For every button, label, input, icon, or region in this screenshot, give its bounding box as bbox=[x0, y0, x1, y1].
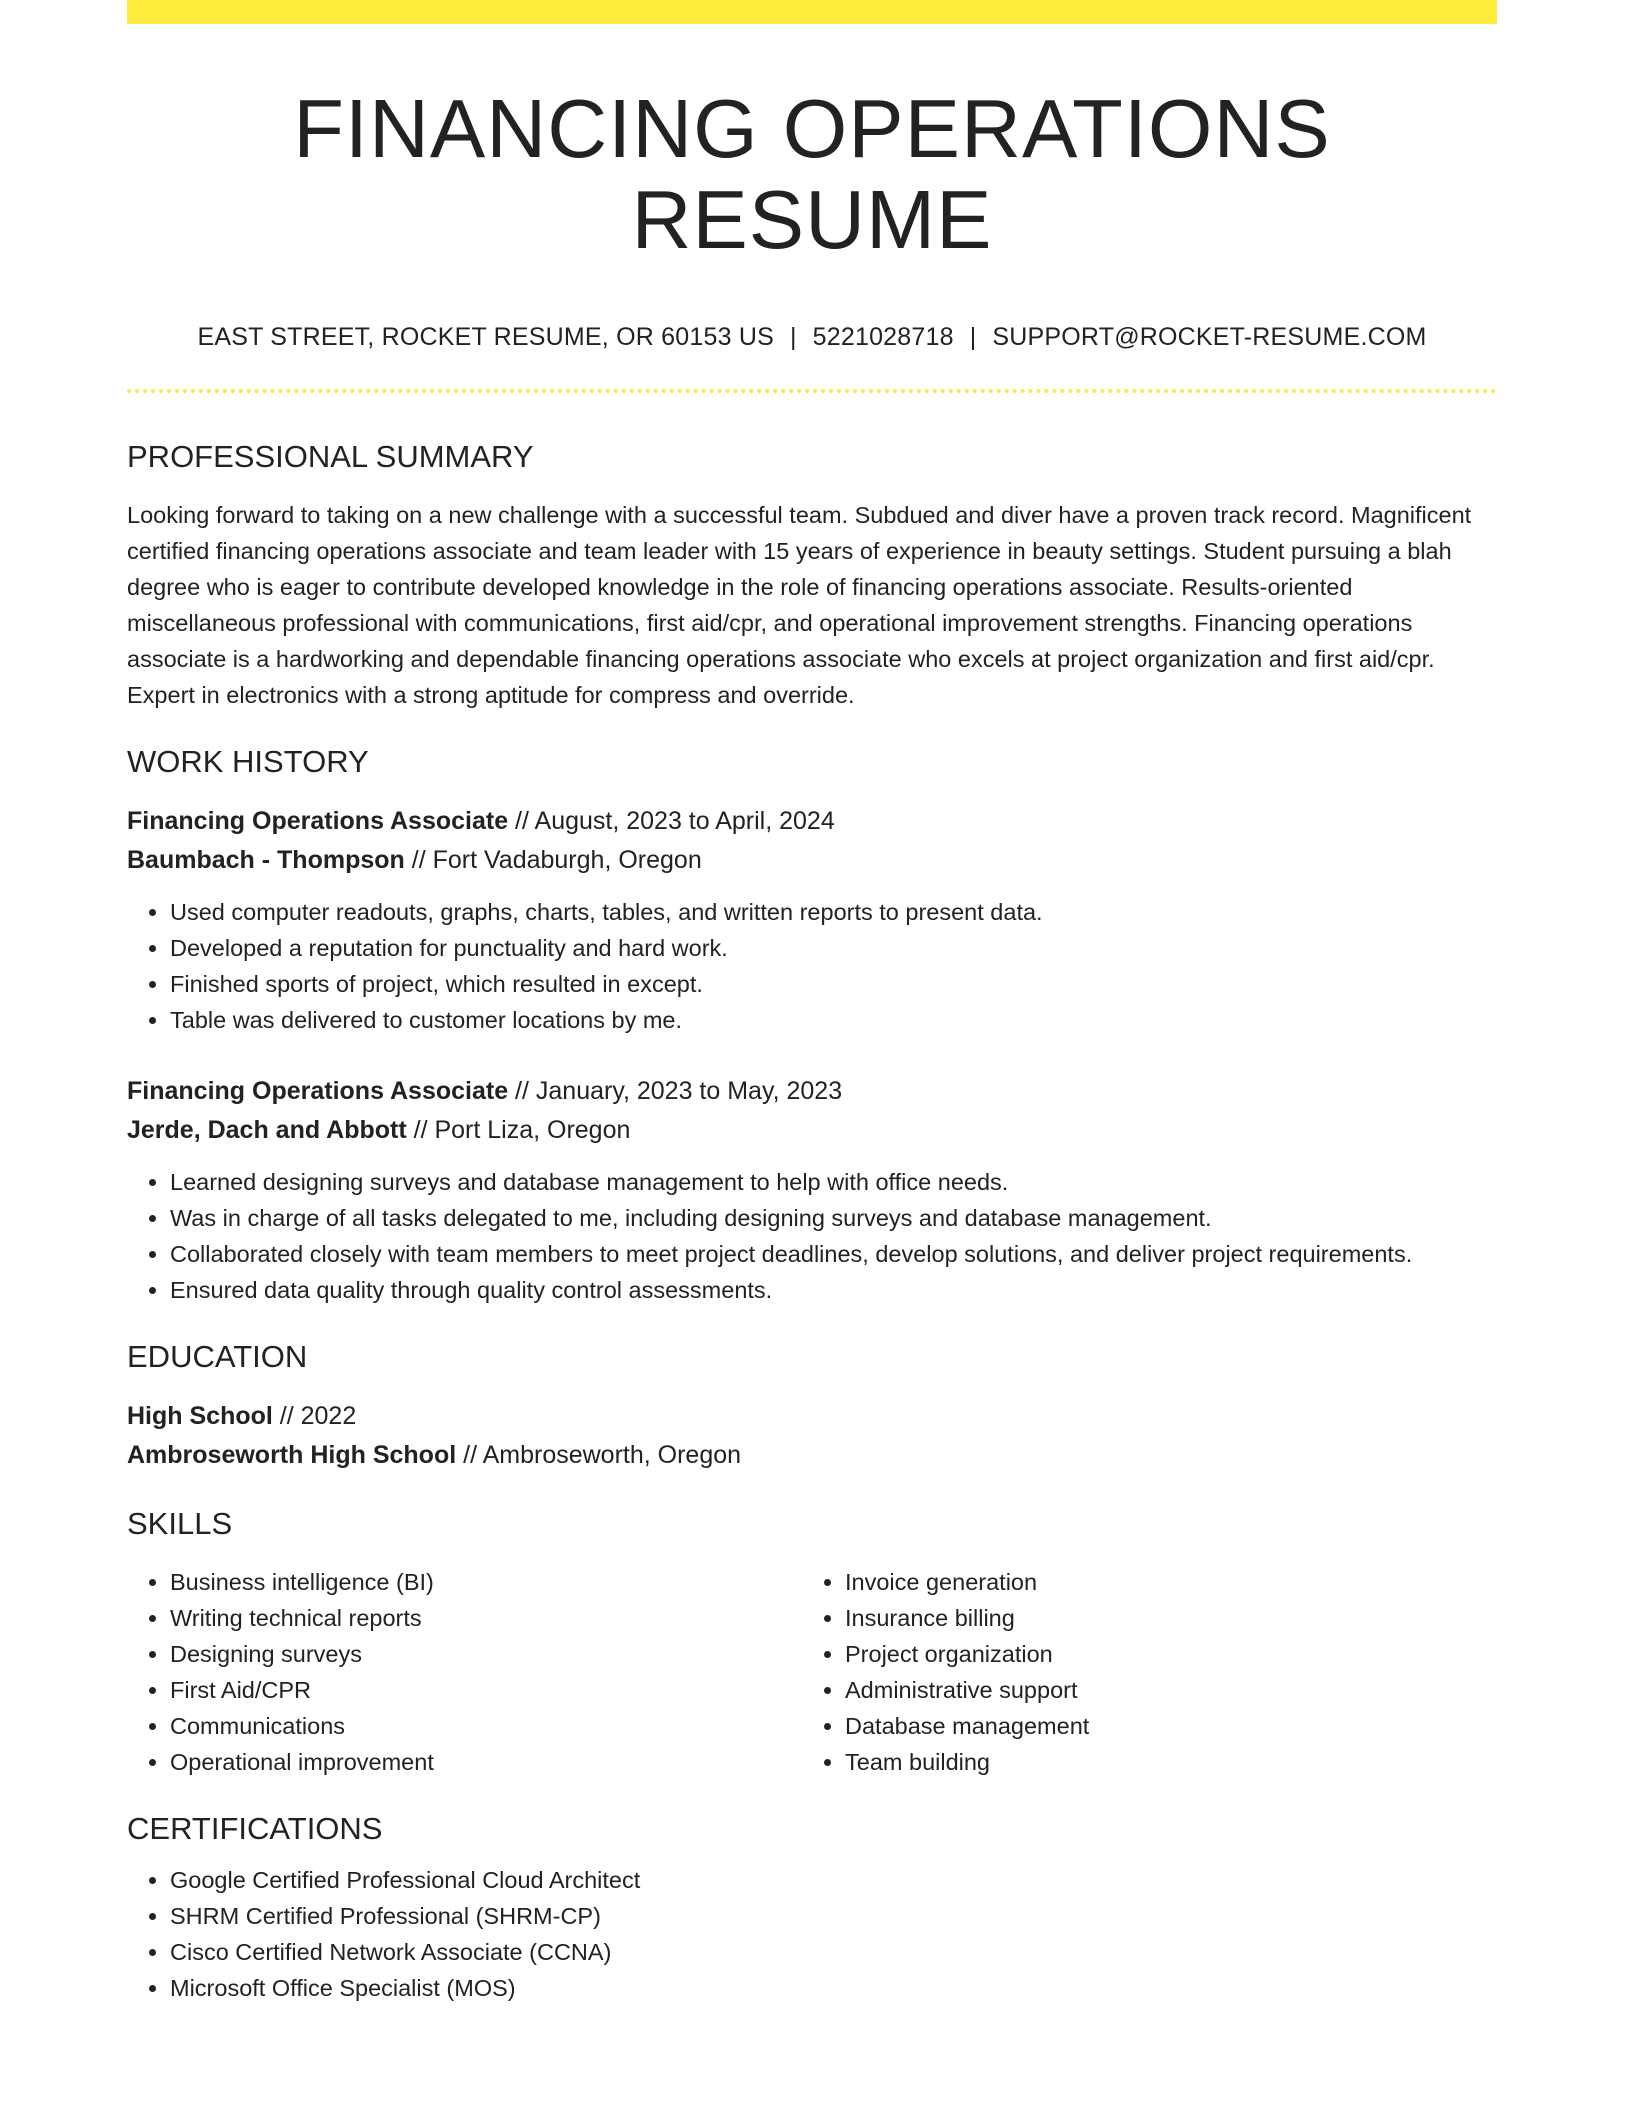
list-item: • Communications bbox=[170, 1708, 802, 1744]
contact-separator: | bbox=[969, 322, 977, 351]
education-location: // Ambroseworth, Oregon bbox=[456, 1441, 742, 1470]
certifications-list bbox=[127, 1862, 1497, 2006]
list-item: • Google Certified Professional Cloud Architect bbox=[170, 1862, 1497, 1898]
job-bullets bbox=[127, 894, 1497, 1038]
job-company: Jerde, Dach and Abbott bbox=[127, 1115, 407, 1144]
skills-grid bbox=[127, 1564, 1497, 1780]
list-item: • Ensured data quality through quality control assessments. bbox=[170, 1272, 1497, 1308]
list-item: • Was in charge of all tasks delegated to me, including designing surveys and database management. bbox=[170, 1200, 1497, 1236]
list-item: • Business intelligence (BI) bbox=[170, 1564, 802, 1600]
contact-line bbox=[127, 322, 1497, 352]
list-item: • Finished sports of project, which resulted in except. bbox=[170, 966, 1497, 1002]
list-item: • Team building bbox=[845, 1744, 1445, 1780]
certifications-heading: CERTIFICATIONS bbox=[127, 1811, 383, 1847]
job-title-line bbox=[127, 802, 1497, 841]
resume-page bbox=[127, 0, 1497, 2006]
job-entry bbox=[127, 1072, 1497, 1308]
resume-title: FINANCING OPERATIONS RESUME bbox=[293, 82, 1331, 267]
job-company: Baumbach - Thompson bbox=[127, 845, 405, 874]
skills-list-right bbox=[802, 1564, 1445, 1780]
contact-email: SUPPORT@ROCKET-RESUME.COM bbox=[992, 322, 1427, 351]
dotted-divider bbox=[127, 389, 1497, 393]
list-item: • Collaborated closely with team members to meet project deadlines, develop solutions, and deliver project requirements. bbox=[170, 1236, 1497, 1272]
list-item: • Database management bbox=[845, 1708, 1445, 1744]
list-item: • Used computer readouts, graphs, charts, tables, and written reports to present data. bbox=[170, 894, 1497, 930]
list-item: • Insurance billing bbox=[845, 1600, 1445, 1636]
list-item: • Designing surveys bbox=[170, 1636, 802, 1672]
list-item: • Writing technical reports bbox=[170, 1600, 802, 1636]
list-item: • First Aid/CPR bbox=[170, 1672, 802, 1708]
job-location: // Fort Vadaburgh, Oregon bbox=[404, 845, 702, 874]
job-role: Financing Operations Associate bbox=[127, 806, 509, 835]
skills-list-left bbox=[127, 1564, 802, 1780]
contact-phone: 5221028718 bbox=[812, 322, 954, 351]
list-item: • Invoice generation bbox=[845, 1564, 1445, 1600]
list-item: • Cisco Certified Network Associate (CCNA) bbox=[170, 1934, 1497, 1970]
contact-address: EAST STREET, ROCKET RESUME, OR 60153 US bbox=[197, 322, 774, 351]
skills-heading: SKILLS bbox=[127, 1506, 233, 1542]
list-item: • Operational improvement bbox=[170, 1744, 802, 1780]
job-bullets bbox=[127, 1164, 1497, 1308]
job-dates: // August, 2023 to April, 2024 bbox=[508, 806, 835, 835]
job-role: Financing Operations Associate bbox=[127, 1076, 509, 1105]
summary-text: Looking forward to taking on a new challenge with a successful team. Subdued and diver have a proven track record. Magnificent certified financing operations associate and team leader with 15 years of experience in beauty settings. Student pursuing a blah degree who is eager to contribute developed knowledge in the role of financing operations associate. Results-oriented miscellaneous professional with communications, first aid/cpr, and operational improvement strengths. Financing operations associate is a hardworking and dependable financing operations associate who excels at project organization and first aid/cpr. Expert in electronics with a strong aptitude for compress and override. bbox=[127, 501, 1472, 708]
list-item: • Table was delivered to customer locations by me. bbox=[170, 1002, 1497, 1038]
job-company-line bbox=[127, 1111, 1497, 1150]
education-year: // 2022 bbox=[272, 1402, 357, 1431]
education-degree-line bbox=[127, 1397, 1497, 1436]
list-item: • SHRM Certified Professional (SHRM-CP) bbox=[170, 1898, 1497, 1934]
job-entry bbox=[127, 802, 1497, 1038]
job-dates: // January, 2023 to May, 2023 bbox=[508, 1076, 843, 1105]
education-school-line bbox=[127, 1436, 1497, 1475]
summary-heading: PROFESSIONAL SUMMARY bbox=[127, 438, 534, 474]
job-title-line bbox=[127, 1072, 1497, 1111]
list-item: • Microsoft Office Specialist (MOS) bbox=[170, 1970, 1497, 2006]
education-heading: EDUCATION bbox=[127, 1338, 308, 1374]
education-degree: High School bbox=[127, 1402, 273, 1431]
list-item: • Developed a reputation for punctuality and hard work. bbox=[170, 930, 1497, 966]
top-accent-bar bbox=[127, 0, 1497, 24]
education-school: Ambroseworth High School bbox=[127, 1441, 457, 1470]
list-item: • Administrative support bbox=[845, 1672, 1445, 1708]
work-history-heading: WORK HISTORY bbox=[127, 743, 369, 779]
contact-separator: | bbox=[789, 322, 797, 351]
job-company-line bbox=[127, 841, 1497, 880]
job-location: // Port Liza, Oregon bbox=[406, 1115, 631, 1144]
list-item: • Project organization bbox=[845, 1636, 1445, 1672]
list-item: • Learned designing surveys and database management to help with office needs. bbox=[170, 1164, 1497, 1200]
